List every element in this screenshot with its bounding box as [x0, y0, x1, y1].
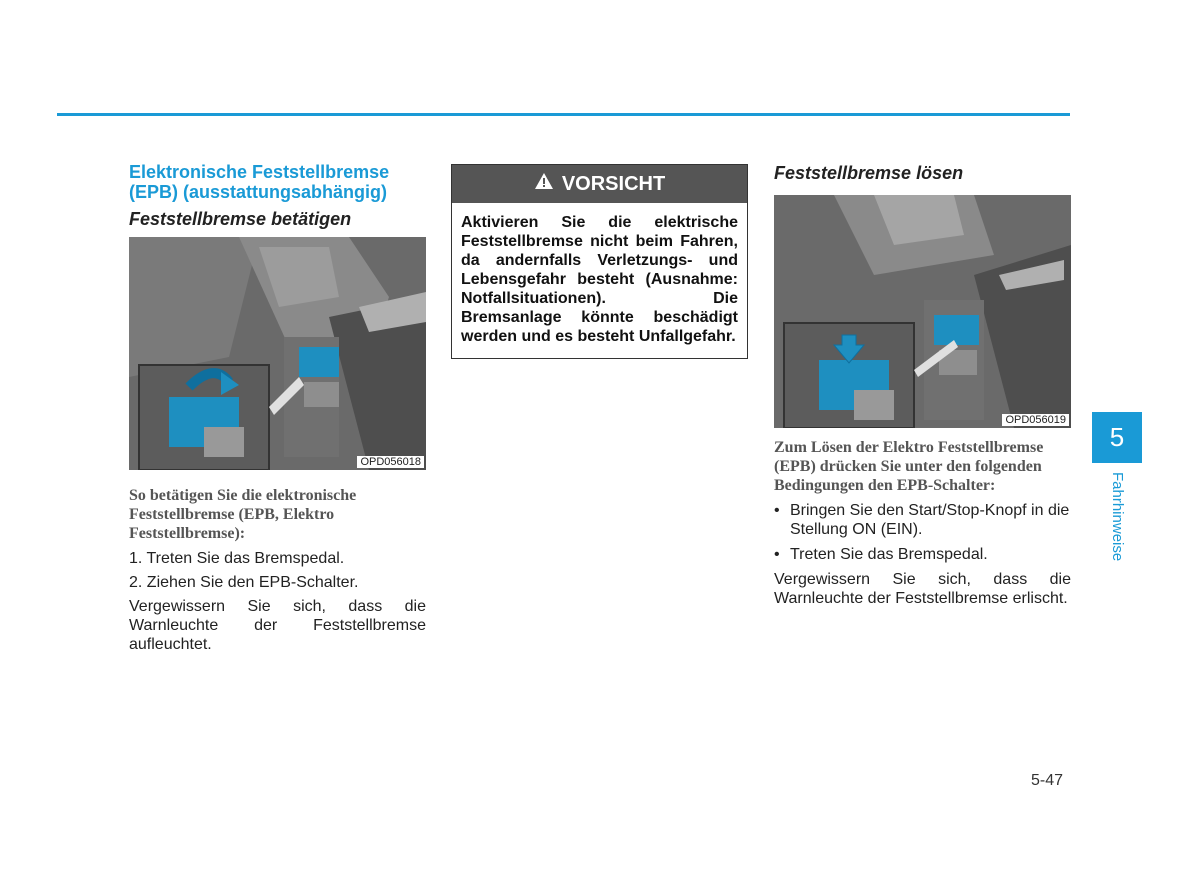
subsection-title-release: Feststellbremse lösen [774, 163, 964, 183]
apply-step-2: 2. Ziehen Sie den EPB-Schalter. [129, 574, 359, 591]
apply-note: Vergewissern Sie sich, dass die Warnleuchte der Feststellbremse aufleuchtet. [129, 598, 426, 653]
caution-box [451, 164, 748, 359]
page-number: 5-47 [1031, 772, 1064, 789]
release-bullet-1 [774, 501, 1071, 539]
figure-release-epb [774, 195, 1071, 428]
bullet-text: Bringen Sie den Start/Stop-Knopf in die Stellung ON (EIN). [790, 502, 1070, 538]
right-column [774, 162, 1071, 608]
figure-code: OPD056019 [1002, 414, 1069, 426]
bullet-dot: • [774, 546, 780, 563]
left-column [129, 162, 426, 654]
release-lead-text: Zum Lösen der Elektro Feststellbremse (EPB) drücken Sie unter den folgenden Bedingungen den EPB-Schalter: [774, 439, 1044, 494]
figure-apply-epb [129, 237, 426, 470]
caution-header [452, 165, 747, 203]
caution-column [451, 164, 748, 359]
section-title: Elektronische Feststellbremse (EPB) (ausstattungsabhängig) [129, 162, 390, 202]
caution-text: Aktivieren Sie die elektrische Feststellbremse nicht beim Fahren, da andernfalls Verletzungs- und Lebensgefahr besteht (Ausnahme: Notfallsituationen). Die Bremsanlage könnte beschädigt werden und es besteht Unfallgefahr. [461, 214, 738, 345]
console-illustration [774, 195, 1071, 428]
bullet-dot: • [774, 502, 780, 519]
apply-step-1: 1. Treten Sie das Bremspedal. [129, 550, 345, 567]
release-note: Vergewissern Sie sich, dass die Warnleuchte der Feststellbremse erlischt. [774, 571, 1071, 607]
release-bullet-2 [774, 545, 1071, 564]
caution-heading: VORSICHT [561, 172, 666, 195]
figure-code: OPD056018 [357, 456, 424, 468]
header-rule [57, 113, 1070, 116]
subsection-title-apply: Feststellbremse betätigen [129, 209, 352, 229]
chapter-label: Fahrhinweise [1109, 472, 1126, 562]
apply-lead-text: So betätigen Sie die elektronische Feststellbremse (EPB, Elektro Feststellbremse): [129, 487, 357, 542]
chapter-number-tab: 5 [1092, 412, 1142, 463]
warning-triangle-icon [534, 172, 554, 196]
console-illustration [129, 237, 426, 470]
bullet-text: Treten Sie das Bremspedal. [790, 546, 988, 563]
